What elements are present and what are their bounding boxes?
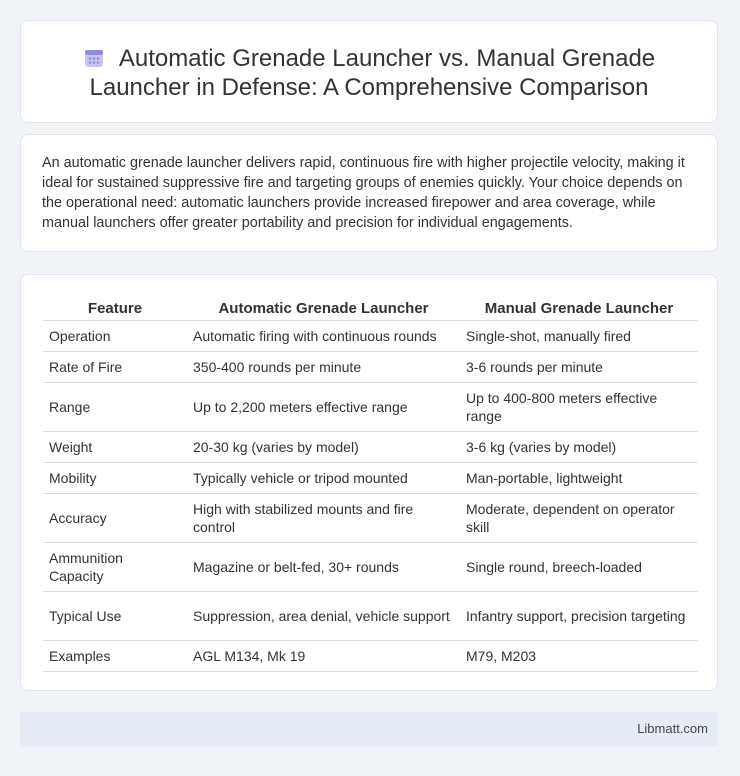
cell-automatic: Typically vehicle or tripod mounted (187, 463, 460, 494)
cell-automatic: Up to 2,200 meters effective range (187, 383, 460, 432)
table-row (43, 494, 698, 543)
table-row (43, 592, 698, 641)
cell-feature: Ammunition Capacity (43, 543, 187, 592)
table-row (43, 321, 698, 352)
cell-manual: Moderate, dependent on operator skill (460, 494, 698, 543)
cell-automatic: Automatic firing with continuous rounds (187, 321, 460, 352)
cell-feature: Operation (43, 321, 187, 352)
footer-site-link[interactable]: Libmatt.com (637, 721, 708, 736)
intro-paragraph: An automatic grenade launcher delivers rapid, continuous fire with higher projectile velocity, making it ideal for sustained suppressive fire and targeting groups of enemies quickly. Your choice depends on the operational need: automatic launchers provide increased firepower and area coverage, while manual launchers offer greater portability and precision for individual engagements. (42, 155, 685, 231)
cell-manual: Up to 400-800 meters effective range (460, 383, 698, 432)
cell-manual: Infantry support, precision targeting (460, 592, 698, 641)
comparison-table (43, 295, 698, 672)
table-header-row (43, 295, 698, 321)
table-row (43, 641, 698, 672)
cell-feature: Rate of Fire (43, 352, 187, 383)
cell-automatic: 20-30 kg (varies by model) (187, 432, 460, 463)
header-feature: Feature (43, 295, 187, 321)
cell-automatic: Suppression, area denial, vehicle support (187, 592, 460, 641)
cell-manual: Single round, breech-loaded (460, 543, 698, 592)
table-row (43, 463, 698, 494)
table-row (43, 352, 698, 383)
cell-automatic: High with stabilized mounts and fire control (187, 494, 460, 543)
table-row (43, 543, 698, 592)
cell-manual: 3-6 rounds per minute (460, 352, 698, 383)
cell-manual: Man-portable, lightweight (460, 463, 698, 494)
header-automatic: Automatic Grenade Launcher (187, 295, 460, 321)
calendar-icon (83, 47, 105, 69)
cell-automatic: Magazine or belt-fed, 30+ rounds (187, 543, 460, 592)
cell-manual: 3-6 kg (varies by model) (460, 432, 698, 463)
cell-feature: Weight (43, 432, 187, 463)
cell-automatic: AGL M134, Mk 19 (187, 641, 460, 672)
page-title-text: Automatic Grenade Launcher vs. Manual Grenade Launcher in Defense: A Comprehensive Comparison (89, 45, 656, 101)
cell-feature: Examples (43, 641, 187, 672)
comparison-card (20, 274, 718, 691)
cell-feature: Mobility (43, 463, 187, 494)
cell-feature: Range (43, 383, 187, 432)
footer-bar (20, 712, 718, 746)
cell-manual: M79, M203 (460, 641, 698, 672)
cell-manual: Single-shot, manually fired (460, 321, 698, 352)
cell-feature: Accuracy (43, 494, 187, 543)
cell-automatic: 350-400 rounds per minute (187, 352, 460, 383)
cell-feature: Typical Use (43, 592, 187, 641)
page-title (71, 44, 667, 102)
title-card (20, 20, 718, 123)
table-row (43, 432, 698, 463)
intro-card (20, 134, 718, 252)
table-row (43, 383, 698, 432)
header-manual: Manual Grenade Launcher (460, 295, 698, 321)
